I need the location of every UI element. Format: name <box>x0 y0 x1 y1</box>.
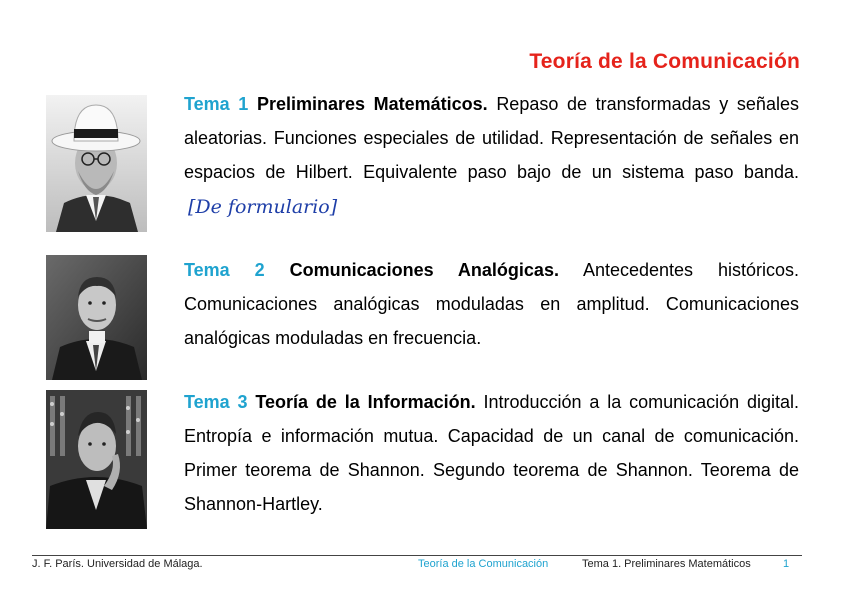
topic-number: Tema 3 <box>184 392 248 412</box>
topic-name: Comunicaciones Analógicas. <box>289 260 559 280</box>
footer-course: Teoría de la Comunicación <box>418 558 549 570</box>
footer <box>32 555 802 570</box>
portrait-hilbert <box>46 95 147 232</box>
topic-description: Introducción a la comunicación digital. Entropía e información mutua. Capacidad de un canal de comunicación. Primer teorema de Shannon. Segundo teorema de Shannon. Teorema de Shannon-Hartley. <box>184 392 799 514</box>
slide-title: Teoría de la Comunicación <box>529 50 800 73</box>
topic-2 <box>184 253 799 355</box>
topic-number: Tema 2 <box>184 260 265 280</box>
portrait-shannon <box>46 390 147 529</box>
handwritten-annotation-text: [De formulario] <box>188 196 338 218</box>
portrait-marconi <box>46 255 147 380</box>
topic-name: Preliminares Matemáticos. <box>256 94 488 114</box>
topic-name: Teoría de la Información. <box>255 392 476 412</box>
handwritten-annotation <box>186 189 342 232</box>
topic-3 <box>184 385 799 521</box>
topic-description: Repaso de transformadas y señales aleatorias. Funciones especiales de utilidad. Representación de señales en espacios de Hilbert. Equivalente paso bajo de un sistema paso banda. <box>184 94 799 182</box>
topic-1 <box>184 87 799 232</box>
topic-description: Antecedentes históricos. Comunicaciones analógicas moduladas en amplitud. Comunicaciones analógicas moduladas en frecuencia. <box>184 260 799 348</box>
topic-number: Tema 1 <box>184 94 249 114</box>
footer-topic: Tema 1. Preliminares Matemáticos <box>582 558 751 570</box>
footer-author: J. F. París. Universidad de Málaga. <box>32 558 203 570</box>
page-number: 1 <box>783 558 790 570</box>
